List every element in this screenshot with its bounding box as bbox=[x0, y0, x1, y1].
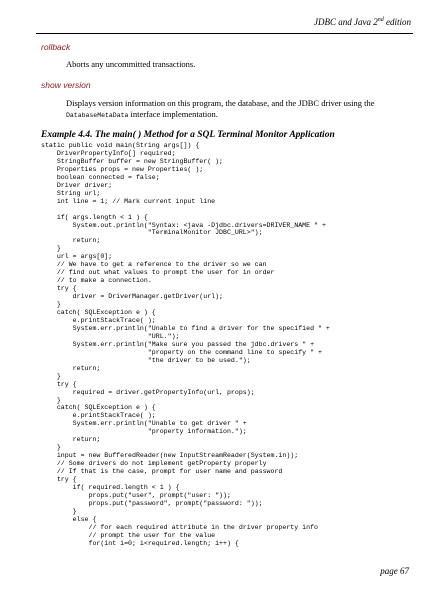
code-line: if( required.length < 1 ) { bbox=[41, 483, 180, 491]
code-line: try { bbox=[41, 380, 77, 388]
code-line: e.printStackTrace( ); bbox=[41, 412, 156, 420]
code-line: return; bbox=[41, 436, 101, 444]
code-line: driver = DriverManager.getDriver(url); bbox=[41, 293, 224, 301]
header-rule bbox=[36, 33, 413, 34]
code-line: e.printStackTrace( ); bbox=[41, 316, 156, 324]
code-line: } bbox=[41, 396, 61, 404]
code-line: url = args[0]; bbox=[41, 253, 113, 261]
code-line: props.put("password", prompt("password: ")); bbox=[41, 499, 263, 507]
code-line: Driver driver; bbox=[41, 181, 113, 189]
code-line: props.put("user", prompt("user: ")); bbox=[41, 491, 231, 499]
code-line: return; bbox=[41, 364, 101, 372]
page-number: page 67 bbox=[380, 566, 409, 576]
code-line: DriverPropertyInfo[] required; bbox=[41, 149, 176, 157]
code-line: } bbox=[41, 301, 61, 309]
code-listing bbox=[41, 142, 330, 548]
code-line: // Some drivers do not implement getProperty properly bbox=[41, 460, 267, 468]
code-line: } bbox=[41, 372, 61, 380]
code-line: } bbox=[41, 507, 77, 515]
code-line: // prompt the user for the value bbox=[41, 531, 216, 539]
running-header: JDBC and Java 2nd edition bbox=[314, 17, 411, 27]
code-line: int line = 1; // Mark current input line bbox=[41, 197, 216, 205]
code-line: return; bbox=[41, 237, 101, 245]
code-line: // to make a connection. bbox=[41, 277, 152, 285]
code-line: // for each required attribute in the driver property info bbox=[41, 523, 318, 531]
code-line: input = new BufferedReader(new InputStreamReader(System.in)); bbox=[41, 452, 299, 460]
code-line: } bbox=[41, 444, 61, 452]
description-rollback: Aborts any uncommitted transactions. bbox=[66, 59, 196, 69]
code-line: catch( SQLException e ) { bbox=[41, 404, 156, 412]
code-line: System.err.println("Unable to get driver " + bbox=[41, 420, 247, 428]
code-line: } bbox=[41, 245, 61, 253]
code-line: else { bbox=[41, 515, 97, 523]
code-line: StringBuffer buffer = new StringBuffer( ); bbox=[41, 157, 224, 165]
code-line: String url; bbox=[41, 189, 101, 197]
inline-code: DatabaseMetaData bbox=[66, 112, 129, 119]
code-line: Properties props = new Properties( ); bbox=[41, 165, 204, 173]
code-line: boolean connected = false; bbox=[41, 173, 160, 181]
code-line: "URL."); bbox=[41, 332, 180, 340]
code-line: if( args.length < 1 ) { bbox=[41, 213, 148, 221]
code-line: "the driver to be used."); bbox=[41, 356, 251, 364]
code-line: // If that is the case, prompt for user name and password bbox=[41, 468, 283, 476]
code-line: "property on the command line to specify " + bbox=[41, 348, 322, 356]
code-line: // We have to get a reference to the driver so we can bbox=[41, 261, 267, 269]
code-line: try { bbox=[41, 285, 77, 293]
code-line: catch( SQLException e ) { bbox=[41, 309, 156, 317]
example-title: Example 4.4. The main( ) Method for a SQL Terminal Monitor Application bbox=[41, 130, 335, 140]
code-line: "TerminalMonitor JDBC_URL>"); bbox=[41, 229, 263, 237]
code-line: try { bbox=[41, 476, 77, 484]
term-show-version: show version bbox=[41, 80, 91, 90]
code-line: required = driver.getPropertyInfo(url, props); bbox=[41, 388, 255, 396]
code-line: static public void main(String args[]) { bbox=[41, 142, 200, 149]
code-line: for(int i=0; i<required.length; i++) { bbox=[41, 539, 239, 547]
code-line: System.out.println("Syntax: <java -Djdbc.drivers=DRIVER_NAME " + bbox=[41, 221, 326, 229]
description-show-version: Displays version information on this program, the database, and the JDBC driver using the DatabaseMetaData interface implementation. bbox=[66, 98, 375, 119]
code-line: System.err.println("Make sure you passed the jdbc.drivers " + bbox=[41, 340, 315, 348]
term-rollback: rollback bbox=[41, 42, 71, 52]
code-line: // find out what values to prompt the user for in order bbox=[41, 269, 275, 277]
code-line: System.err.println("Unable to find a driver for the specified " + bbox=[41, 324, 330, 332]
code-line: "property information."); bbox=[41, 428, 247, 436]
